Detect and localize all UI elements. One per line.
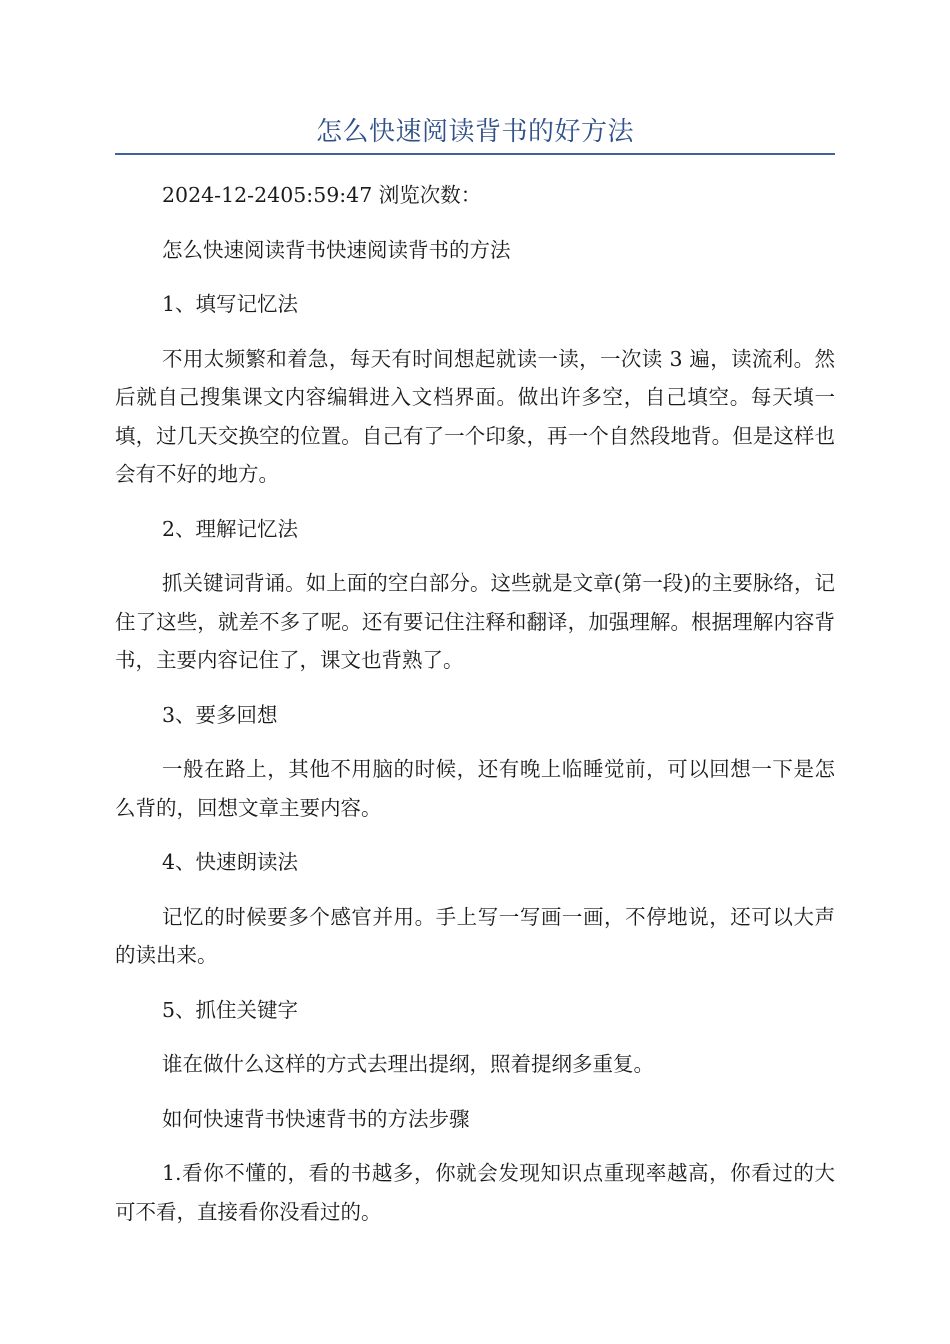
article-body — [115, 176, 835, 1247]
steps-paragraph-1: 1.看你不懂的，看的书越多，你就会发现知识点重现率越高，你看过的大可不看，直接看你没看过的。 — [115, 1161, 835, 1224]
meta-line: 2024-12-2405:59:47 浏览次数： — [162, 183, 482, 207]
intro-heading: 怎么快速阅读背书快速阅读背书的方法 — [162, 237, 511, 262]
steps-heading: 如何快速背书快速背书的方法步骤 — [162, 1106, 470, 1131]
section-heading-1: 1、填写记忆法 — [162, 292, 299, 316]
section-heading-2: 2、理解记忆法 — [162, 516, 299, 541]
section-heading-5: 5、抓住关键字 — [162, 997, 299, 1022]
section-paragraph-4: 记忆的时候要多个感官并用。手上写一写画一画，不停地说，还可以大声的读出来。 — [115, 904, 835, 967]
section-paragraph-2: 抓关键词背诵。如上面的空白部分。这些就是文章(第一段)的主要脉络，记住了这些，就差不多了呢。还有要记住注释和翻译，加强理解。根据理解内容背书，主要内容记住了，课文也背熟了。 — [115, 571, 835, 672]
section-heading-3: 3、要多回想 — [162, 702, 278, 727]
section-paragraph-1: 不用太频繁和着急，每天有时间想起就读一读，一次读 3 遍，读流利。然后就自己搜集课文内容编辑进入文档界面。做出许多空，自己填空。每天填一填，过几天交换空的位置。自己有了一个印象，再一个自然段地背。但是这样也会有不好的地方。 — [115, 346, 835, 486]
page-title: 怎么快速阅读背书的好方法 — [315, 117, 634, 147]
title-divider — [115, 153, 835, 155]
section-paragraph-3: 一般在路上，其他不用脑的时候，还有晚上临睡觉前，可以回想一下是怎么背的，回想文章主要内容。 — [115, 757, 835, 820]
section-paragraph-5: 谁在做什么这样的方式去理出提纲，照着提纲多重复。 — [162, 1052, 654, 1076]
section-heading-4: 4、快速朗读法 — [162, 850, 299, 874]
